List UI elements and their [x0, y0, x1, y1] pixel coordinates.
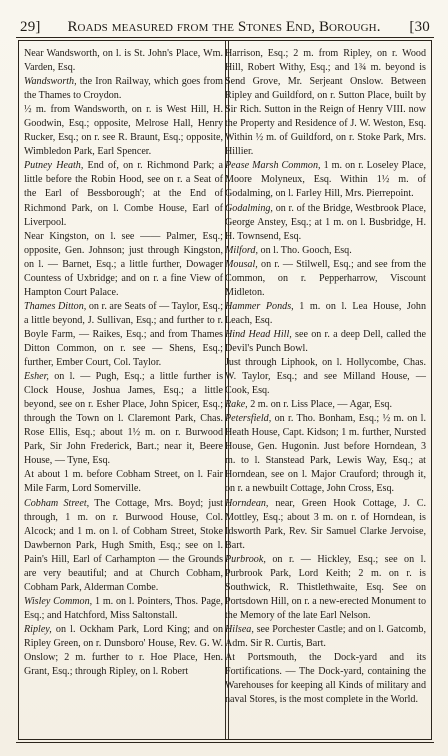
right-entry-10-lead: Horndean,	[225, 497, 269, 509]
left-entry-1	[24, 75, 223, 103]
page-number-left: 29]	[20, 19, 41, 35]
right-entry-5	[225, 300, 426, 328]
right-entry-10	[225, 497, 426, 553]
right-entry-12-lead: Hilsea,	[225, 623, 254, 635]
right-entry-13	[225, 651, 426, 707]
right-entry-13-text: At Portsmouth, the Dock-yard and its Fortifications. — The Dock-yard, containing the Warehouses for keeping all Kinds of military and naval Stores, is the most complete in the World.	[225, 652, 426, 706]
left-entry-0	[24, 47, 223, 75]
left-entry-5-lead: Thames Ditton,	[24, 300, 87, 312]
right-entry-6-lead: Hind Head Hill,	[225, 328, 292, 340]
left-entry-10	[24, 623, 223, 679]
page-title: Roads measured from the Stones End, Borough.	[67, 19, 381, 35]
page-number-right: [30	[409, 19, 430, 35]
right-entry-3	[225, 244, 426, 258]
right-entry-1-text: 1 m. on r. Loseley Place, Moore Molyneux, Esq. Within 1½ m. of Godalming, on l. Farley Hill, Mrs. Pierrepoint.	[225, 160, 426, 200]
left-entry-4-text: Near Kingston, on l. see —— Palmer, Esq.; opposite, Gen. Johnson; just through Kingston, on l. — Barnet, Esq.; a little further, Dowager Countess of Uxbridge; and on r. a fine View of Hampton Court Palace.	[24, 230, 223, 298]
left-entry-2	[24, 103, 223, 159]
right-entry-11	[225, 553, 426, 623]
left-entry-3-text: End of, on r. Richmond Park; a little before the Robin Hood, see on r. a Seat of the Earl of Bessborough'; at the End of Richmond Park, on l. Combe House, Earl of Liverpool.	[24, 160, 223, 228]
right-entry-4-text: on r. — Stilwell, Esq.; and see from the Common, on r. Pepperharrow, Viscount Midleton.	[225, 258, 426, 298]
left-entry-9-lead: Wisley Common,	[24, 595, 93, 607]
right-entry-2	[225, 202, 426, 244]
right-entry-8-text: 2 m. on r. Liss Place, — Agar, Esq.	[247, 399, 392, 411]
right-entry-7-text: Just through Liphook, on l. Hollycombe, Chas. W. Taylor, Esq.; and see Milland House, — Cook, Esq.	[225, 357, 426, 397]
right-column	[220, 47, 431, 733]
right-entry-12	[225, 623, 426, 651]
left-entry-9	[24, 595, 223, 623]
right-entry-4-lead: Mousal,	[225, 258, 258, 270]
right-entry-10-text: near, Green Hook Cottage, J. C. Mottley, Esq.; about 3 m. on r. of Horndean, is Idsworth Park, Rev. Sir Samuel Clarke Jervoise, Bart.	[225, 497, 426, 551]
right-entry-11-lead: Purbrook,	[225, 553, 266, 565]
left-entry-6-text: on l. — Pugh, Esq.; a little further is Clock House, Joshua James, Esq.; a little beyond, see on r. Esher Place, John Spicer, Esq.; through the Town on l. Claremont Park, Chas. Rose Ellis, Esq.; about 1½ m. on r. Burwood Park, Sir John Frederick, Bart.; near it, Beere House, — Tyne, Esq.	[24, 371, 223, 467]
right-entry-9-text: on r. Tho. Bonham, Esq.; ½ m. on l. Heath House, Capt. Kidson; 1 m. further, Nursted House, Gen. Hugonin. Just before Horndean, 3 m. to l. Stanstead Park, Lewis Way, Esq.; at Horndean, see on l. Major Crauford; through it, on r. a newbuilt Cottage, John Cross, Esq.	[225, 413, 426, 495]
right-entry-3-lead: Milford,	[225, 244, 258, 256]
left-entry-5-text: on r. are Seats of — Taylor, Esq.; a little beyond, J. Sullivan, Esq.; and further to r. Boyle Farm, — Raikes, Esq.; and from Thames Ditton Common, on r. see — Shens, Esq.; further, Ember Court, Col. Taylor.	[24, 300, 224, 369]
right-entry-7	[225, 356, 426, 398]
left-entry-1-text: the Iron Railway, which goes from the Thames to Croydon.	[24, 76, 223, 102]
right-entry-5-lead: Hammer Ponds,	[225, 300, 294, 312]
right-entry-0-text: Harrison, Esq.; 2 m. from Ripley, on r. Wood Hill, Robert Withy, Esq.; and 1¾ m. beyond is Send Grove, Mr. Serjeant Onslow. Between Ripley and Guildford, on r. Sutton Place, built by Sir Rich. Sutton in the Reign of Henry VIII. now the Property and Residence of J. W. Weston, Esq. Within ½ m. of Guildford, on r. Stoke Park, Mrs. Hillier.	[225, 48, 426, 158]
right-entry-12-text: see Porchester Castle; and on l. Gatcomb, Adm. Sir R. Curtis, Bart.	[225, 623, 426, 649]
left-entry-7	[24, 468, 223, 496]
right-entry-8-lead: Rake,	[225, 399, 248, 411]
right-entry-4	[225, 258, 426, 300]
left-entry-3	[24, 159, 223, 229]
left-entry-10-lead: Ripley,	[24, 623, 52, 635]
right-entry-3-text: on l. Tho. Gooch, Esq.	[258, 244, 352, 256]
left-entry-4	[24, 230, 223, 300]
right-entry-9	[225, 412, 426, 496]
left-entry-6-lead: Esher,	[24, 371, 49, 383]
left-entry-8-lead: Cobham Street,	[24, 497, 90, 509]
left-entry-8	[24, 497, 223, 595]
right-entry-1-lead: Pease Marsh Common,	[225, 160, 321, 172]
right-entry-5-text: 1 m. on l. Lea House, John Leach, Esq.	[225, 300, 426, 326]
left-column	[19, 47, 228, 733]
right-entry-2-lead: Godalming,	[225, 202, 273, 214]
left-entry-0-text: Near Wandsworth, on l. is St. John's Place, Wm. Varden, Esq.	[24, 48, 223, 74]
text-frame	[18, 40, 432, 740]
left-entry-6	[24, 370, 223, 468]
left-entry-8-text: The Cottage, Mrs. Boyd; just through, 1 m. on r. Burwood House, Col. Alcock; and 1 m. on l. of Cobham Street, Stoke Dawbernon Park, Hugh Smith, Esq.; see on l. Pain's Hill, Earl of Carhampton — the Grounds are very beautiful; and at Church Cobham, Cobham Park, Alderman Combe.	[24, 497, 223, 593]
left-entry-3-lead: Putney Heath,	[24, 160, 84, 172]
left-entry-9-text: 1 m. on l. Pointers, Thos. Page, Esq.; and Hatchford, Miss Saltonstall.	[24, 595, 223, 621]
right-entry-9-lead: Petersfield,	[225, 413, 272, 425]
left-entry-5	[24, 300, 223, 370]
right-entry-11-text: on r. — Hickley, Esq.; see on l. Purbrook Park, Lord Keith; 2 m. on r. is Southwick, R. Thistlethwaite, Esq. See on Portsdown Hill, on r. a new-erected Monument to the Memory of the late Earl Nelson.	[225, 553, 426, 621]
left-entry-1-lead: Wandsworth,	[24, 76, 77, 88]
right-entry-8	[225, 398, 426, 412]
right-entry-1	[225, 159, 426, 201]
right-entry-2-text: on r. of the Bridge, Westbrook Place, George Anstey, Esq.; at 1 m. on l. Busbridge, H. H. Townsend, Esq.	[225, 202, 426, 242]
right-entry-6-text: see on r. a deep Dell, called the Devil's Punch Bowl.	[225, 328, 426, 354]
right-entry-0	[225, 47, 426, 159]
left-entry-2-text: ½ m. from Wandsworth, on r. is West Hill, H. Goodwin, Esq.; opposite, Melrose Hall, Henry Rucker, Esq.; on r. see R. Braunt, Esq.; opposite, Wimbledon Park, Earl Spencer.	[24, 104, 223, 158]
left-entry-7-text: At about 1 m. before Cobham Street, on l. Fair Mile Farm, Lord Somerville.	[24, 469, 223, 495]
right-entry-6	[225, 328, 426, 356]
left-entry-10-text: on l. Ockham Park, Lord King; and on Ripley Green, on r. Dunsboro' House, Rev. G. W. Onslow; 2 m. further to r. Hoe Place, Hen. Grant, Esq.; through Ripley, on l. Robert	[24, 623, 223, 678]
page-header	[20, 18, 430, 36]
